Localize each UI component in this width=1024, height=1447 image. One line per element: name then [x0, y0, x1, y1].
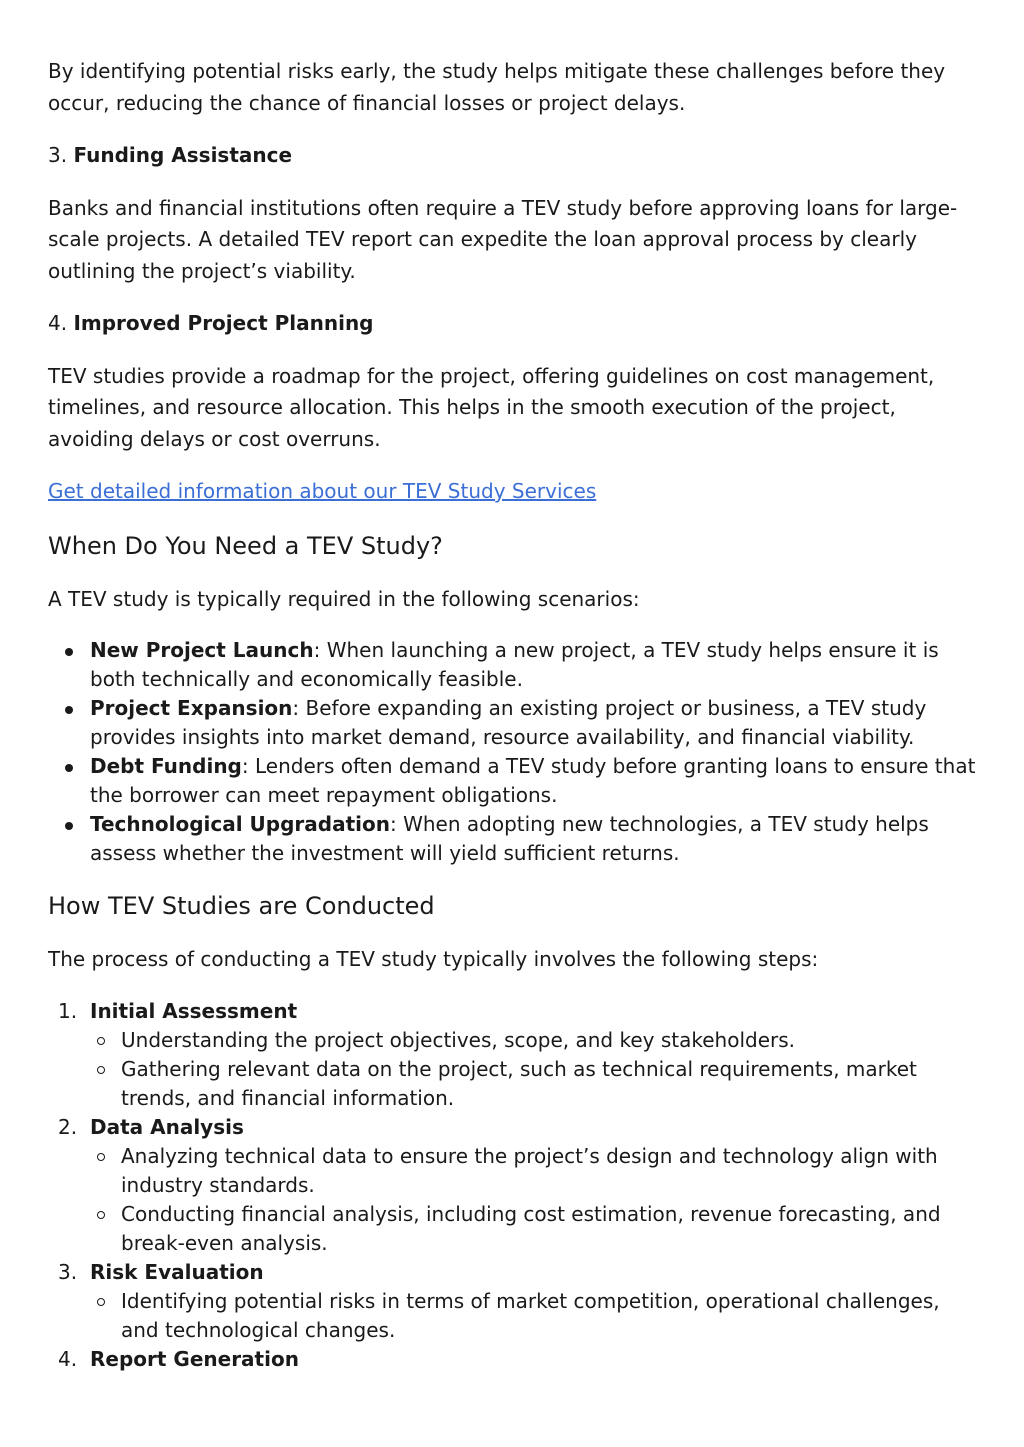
step-item	[48, 1258, 983, 1345]
sub-list-item: Identifying potential risks in terms of market competition, operational challenges, and technological changes.	[90, 1287, 983, 1345]
list-item	[48, 636, 983, 694]
sub-list-item: Understanding the project objectives, scope, and key stakeholders.	[90, 1026, 983, 1055]
list-item-text: : Lenders often demand a TEV study before granting loans to ensure that the borrower can meet repayment obligations.	[90, 754, 976, 807]
section-intro-how: The process of conducting a TEV study typically involves the following steps:	[48, 947, 819, 971]
step-sublist	[90, 1026, 983, 1113]
sub-list-item: Conducting financial analysis, including cost estimation, revenue forecasting, and break-even analysis.	[90, 1200, 983, 1258]
intro-paragraph: By identifying potential risks early, the study helps mitigate these challenges before they occur, reducing the chance of financial losses or project delays.	[48, 59, 946, 115]
step-number: 3.	[58, 1259, 78, 1284]
list-item	[48, 752, 983, 810]
step-sublist	[90, 1142, 983, 1258]
benefit-title: Improved Project Planning	[73, 311, 374, 335]
list-item	[48, 810, 983, 868]
step-sublist	[90, 1287, 983, 1345]
step-title: Initial Assessment	[90, 998, 298, 1023]
section-heading-when: When Do You Need a TEV Study?	[48, 531, 443, 560]
step-number: 4.	[58, 1346, 78, 1371]
list-item-text: : When launching a new project, a TEV study helps ensure it is both technically and economically feasible.	[90, 638, 939, 691]
scenario-list	[48, 636, 983, 868]
list-item-term: Technological Upgradation	[90, 812, 390, 836]
benefit-number: 3.	[48, 143, 68, 167]
benefit-heading-funding	[48, 140, 983, 172]
step-title: Data Analysis	[90, 1114, 244, 1139]
benefit-text-funding: Banks and financial institutions often require a TEV study before approving loans for large-scale projects. A detailed TEV report can expedite the loan approval process by clearly outlining the project’s viability.	[48, 195, 958, 283]
section-heading-how: How TEV Studies are Conducted	[48, 892, 435, 920]
list-item-text: : Before expanding an existing project or business, a TEV study provides insights into market demand, resource availability, and financial viability.	[90, 696, 927, 749]
list-item-text: : When adopting new technologies, a TEV study helps assess whether the investment will yield sufficient returns.	[90, 812, 929, 865]
sub-list-item: Gathering relevant data on the project, such as technical requirements, market trends, and financial information.	[90, 1055, 983, 1113]
benefit-heading-planning	[48, 308, 983, 340]
step-title: Risk Evaluation	[90, 1259, 264, 1284]
list-item-term: Debt Funding	[90, 754, 242, 778]
list-item	[48, 694, 983, 752]
sub-list-item: Analyzing technical data to ensure the project’s design and technology align with industry standards.	[90, 1142, 983, 1200]
benefit-text-planning: TEV studies provide a roadmap for the project, offering guidelines on cost management, timelines, and resource allocation. This helps in the smooth execution of the project, avoiding delays or cost overruns.	[48, 363, 935, 451]
section-intro-when: A TEV study is typically required in the following scenarios:	[48, 586, 640, 611]
step-item	[48, 1113, 983, 1258]
step-number: 1.	[58, 998, 78, 1023]
step-title: Report Generation	[90, 1346, 299, 1371]
document-page	[48, 56, 983, 1374]
step-number: 2.	[58, 1114, 78, 1139]
benefit-title: Funding Assistance	[73, 143, 293, 167]
list-item-term: New Project Launch	[90, 638, 314, 662]
tev-services-link[interactable]: Get detailed information about our TEV Study Services	[48, 479, 597, 503]
benefit-number: 4.	[48, 311, 68, 335]
list-item-term: Project Expansion	[90, 696, 293, 720]
steps-list	[48, 997, 983, 1374]
step-item	[48, 1345, 983, 1374]
step-item	[48, 997, 983, 1113]
